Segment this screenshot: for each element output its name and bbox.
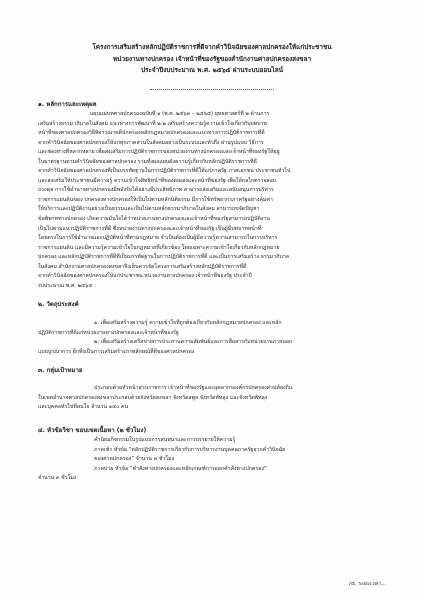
section-2-line: ๑. เพื่อเสริมสร้างความรู้ ความเข้าใจที่ถูกต้องเกี่ยวกับหลักกฎหมายปกครอง และหลัก xyxy=(94,320,282,326)
section-4-body xyxy=(38,436,390,484)
section-1-line: ปกครอง และหลักปฏิบัติราชการที่ดีที่เป็นบรรทัดฐานในการปฏิบัติราชการที่ดี และเป็นการเสริมสร้าง ธรรมาภิบาล xyxy=(38,254,289,261)
section-2-line: แบบบูรณาการ อีกทั้งเป็นการเสริมสร้างภาพลักษณ์ที่ดีของศาลปกครอง xyxy=(38,348,195,355)
section-4-line: จำนวน ๓ ชั่วโมง xyxy=(38,475,77,482)
section-1-line: แผนแม่บทศาลปกครองฉบับที่ ๑ (พ.ศ. ๒๕๖๓ – ๒๕๖๕) ยุทธศาสตร์ที่ ๒ ด้านการ xyxy=(90,111,270,117)
section-3-line: ในเขตอำนาจศาลปกครองสงขลาประกอบด้วยจังหวัดสงขลา จังหวัดสตูล จังหวัดพัทลุง และจังหวัดพัทลุง xyxy=(38,394,268,401)
section-1-line: ในมาตรฐานตามคำวินิจฉัยของศาลปกครอง รวมทั้งผลแผนผังความรู้เกี่ยวกับหลักปฏิบัติราชการที่ดี xyxy=(38,158,257,165)
section-3-body xyxy=(38,384,390,413)
section-1-line: ข้อพิพาททางปกครอง เกิดความมั่นใจได้ว่าหน่วยงานทางปกครองและเจ้าหน้าที่ของรัฐสามารถปฏิบัติงาน xyxy=(38,216,270,223)
title-line-1: โครงการเสริมสร้างหลักปฏิบัติราชการที่ดีจากคำวินิจฉัยของศาลปกครองให้แก่ประชาชน xyxy=(92,43,332,51)
section-1-line: จากคำวินิจฉัยของศาลปกครองที่เป็นบรรทัดฐานในการปฏิบัติราชการที่ดีให้แก่ภาครัฐ ภาคเอกชน ประชาชนทั่วไป xyxy=(38,168,291,175)
section-1-line: และส่งเสริมให้ประชาชนมีความรู้ ความเข้าใจสิทธิหน้าที่ของตนเองและหน้าที่ของรัฐ เพื่อให้กลไกตรวจสอบ xyxy=(38,177,277,184)
title-divider xyxy=(150,89,274,90)
title-line-3: ประจำปีงบประมาณ พ.ศ. ๒๕๖๕ ผ่านระบบออนไลน์ xyxy=(140,66,284,74)
section-1-body xyxy=(38,110,390,291)
section-1-line: โดยตรงในการใช้อำนาจและปฏิบัติหน้าที่ตามกฎหมาย จำเป็นต้องเป็นผู้มีความรู้ความสามารถในการบริหาร xyxy=(38,235,278,242)
section-4-line: ภาคบ่าย หัวข้อ “คำสั่งทางปกครองและหลักเกณฑ์การออกคำสั่งทางปกครอง” xyxy=(94,465,267,472)
section-1-line: จากคำวินิจฉัยของศาลปกครองให้แก่ทุกภาคส่วนในสังคมอย่างเป็นระบบและทั่วถึง ผ่านรูปแบบ วิธีการ xyxy=(38,139,264,146)
section-3-heading: ๓. กลุ่มเป้าหมาย xyxy=(38,367,83,374)
section-2-heading: ๒. วัตถุประสงค์ xyxy=(38,301,79,308)
section-3-line: ประกอบด้วยหัวหน้าส่วนราชการ เจ้าหน้าที่ของรัฐและบุคลากรองค์กรปกครองส่วนท้องถิ่น xyxy=(94,385,293,391)
section-1-line: หน้าที่ของศาลปกครองวิธีพิจารณาคดีปกครองหลักกฎหมายปกครองและแนวทางการปฏิบัติราชการที่ดี xyxy=(38,130,265,137)
section-1-heading: ๑. หลักการและเหตุผล xyxy=(38,101,97,108)
section-4-line: ของศาลปกครอง” จำนวน ๓ ชั่วโมง xyxy=(94,456,175,463)
section-1-line: ถ่วงดุล การใช้อำนาจทางปกครองมีพลังรับได้อย่างมีประสิทธิภาพ สามารถส่งเสริมและสนับสนุนการบริหาร xyxy=(38,187,274,194)
section-1-line: ในสังคม สำนักงานศาลปกครองสงขลาจึงเห็นควรจัดโครงการเสริมสร้างหลักปฏิบัติราชการที่ดี xyxy=(38,263,247,270)
section-1-line: จากคำวินิจฉัยของศาลปกครองให้แก่ประชาชน หน่วยงานทางปกครอง เจ้าหน้าที่ของรัฐ ประจำปี xyxy=(38,273,252,280)
title-line-2: หน่วยงานทางปกครอง เจ้าหน้าที่ของรัฐของสำนักงานศาลปกครองสงขลา xyxy=(112,54,312,63)
document-title xyxy=(40,42,384,77)
section-2-line: ปฏิบัติราชการที่ดีแก่หน่วยงานทางปกครองและเจ้าหน้าที่ของรัฐ xyxy=(38,329,179,336)
section-2-line: ๒. เพื่อเสริมสร้างเครือข่ายการประสานความสัมพันธ์และการสื่อสารกับหน่วยงานภายนอก xyxy=(94,339,293,346)
section-1-line: ราชการแผ่นดินของ ปกครองทางปกครองให้เป็นไปตามหลักนิติธรรม มีการใช้ทรัพยากรภาครัฐอย่างคุ้มค่า xyxy=(38,196,273,203)
section-4-heading: ๔. หัวข้อวิชา ขอบเขตเนื้อหา (๒ ชั่วโมง) xyxy=(38,427,147,434)
section-1-line: งบประมาณ พ.ศ. ๒๕๖๕ xyxy=(38,282,93,289)
section-1-line: และช่องทางที่หลากหลาย เพื่อส่งเสริมการปฏิบัติราชการของหน่วยงานทางปกครองและเจ้าหน้าที่ของรัฐให้อยู่ xyxy=(38,149,280,156)
section-1-line: ราชการแผ่นดิน และมีความรู้ความเข้าใจในกฎหมายที่เกี่ยวข้อง โดยเฉพาะความเข้าใจเกี่ยวกับหลักกฎหมาย xyxy=(38,244,280,251)
section-4-line: คำนิยมกิจกรรมในรูปแบบการสนทนาและการบรรยายให้ความรู้ xyxy=(94,437,236,443)
section-1-line: ให้บริการและปฏิบัติงานอย่างเป็นธรรมและเป็นไปตามหลักธรรมาภิบาลในสังคม สามารถขจัดปัญหา xyxy=(38,206,260,213)
section-1-line: เป็นไปตามแนวปฏิบัติราชการที่ดี ซึ่งหน่วยงานทางปกครองและเจ้าหน้าที่ของรัฐ เป็นผู้มีบทบาทหน้าที่ xyxy=(38,225,262,232)
section-3-line: และบุคคลทั่วไปที่สนใจ จำนวน ๑๕๐ คน xyxy=(38,404,129,411)
section-2-body xyxy=(38,319,390,357)
section-4-line: ภาคเช้า หัวข้อ “หลักปฏิบัติราชการเกี่ยวกับการบริหารงานบุคคลภาครัฐจากคำวินิจฉัย xyxy=(94,446,286,453)
section-1-line: เสริมสร้างธรรมาภิบาลในสังคม แนวทางการพัฒนาที่ ๒.๒ เสริมสร้างความรู้ความเข้าใจเกี่ยวกับบทบาท xyxy=(38,120,267,127)
continuation-mark: /๕. ระยะเวลา... xyxy=(349,581,386,587)
